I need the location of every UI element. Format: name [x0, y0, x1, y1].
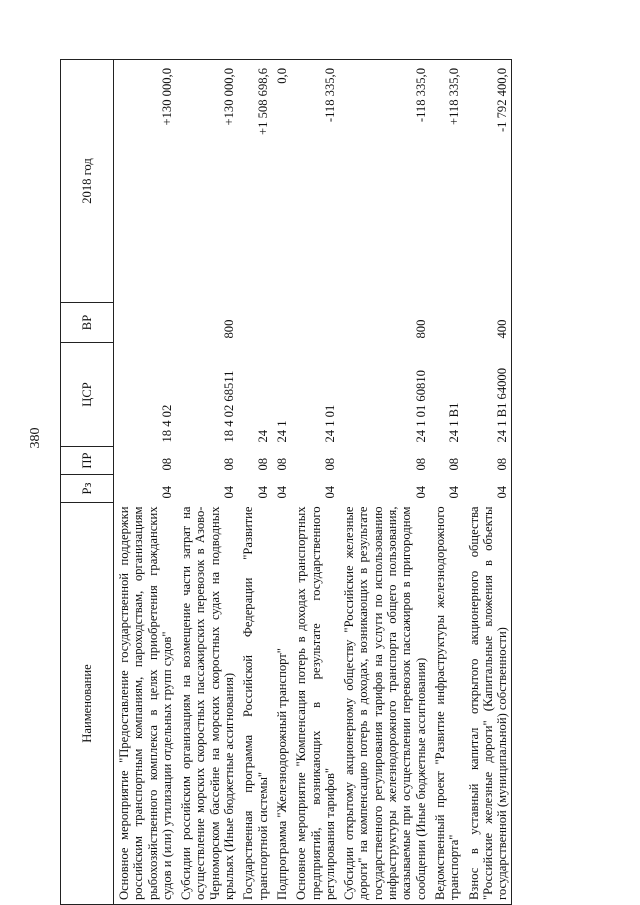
row-amount: -118 335,0	[291, 60, 339, 303]
row-csr: 24 1 B1	[447, 402, 462, 443]
row-pr: 08	[464, 447, 512, 475]
row-rz: 04	[447, 485, 462, 499]
rotated-page-content	[60, 60, 640, 905]
header-rz: Рз	[61, 475, 114, 503]
row-name: Субсидии открытому акционерному обществу "Российские железные дороги" на компенсацию потерь в доходах, возникающих в результате государственного регулирования тарифов на услуги по использованию инфраструктуры железнодорожного транспорта общего пользования, оказываемые при осуществлении перевозок пассажиров в пригородном сообщении (Иные бюджетные ассигнования)	[339, 503, 430, 905]
row-amount: +130 000,0	[176, 60, 238, 303]
row-rz: 04	[413, 485, 428, 499]
row-name: Государственная программа Российской Федерации "Развитие транспортной системы"	[238, 503, 272, 905]
row-amount: 0,0	[272, 60, 291, 303]
row-vr: 400	[464, 303, 512, 343]
row-vr: 800	[413, 319, 428, 339]
table-row	[114, 60, 177, 905]
header-year: 2018 год	[61, 60, 114, 303]
row-pr: 08	[413, 457, 428, 471]
row-vr	[430, 303, 464, 343]
row-pr: 08	[255, 457, 270, 471]
table-row	[430, 60, 464, 905]
row-rz: 04	[322, 485, 337, 499]
table-row	[176, 60, 238, 905]
row-amount: -118 335,0	[339, 60, 430, 303]
row-vr	[238, 303, 272, 343]
row-csr: 18 4 02	[159, 404, 174, 443]
row-rz: 04	[222, 485, 237, 499]
table-row	[238, 60, 272, 905]
row-name: Основное мероприятие "Компенсация потерь в доходах транспортных предприятий, возникающих в результате государственного регулирования тарифов"	[291, 503, 339, 905]
row-pr: 08	[159, 457, 174, 471]
row-vr: 800	[222, 319, 237, 339]
row-csr: 24 1 B1 64000	[464, 343, 512, 447]
row-csr: 24 1	[274, 420, 289, 443]
header-row	[61, 60, 114, 905]
header-name: Наименование	[61, 503, 114, 905]
row-pr: 08	[447, 457, 462, 471]
row-amount: +118 335,0	[430, 60, 464, 303]
row-pr: 08	[322, 457, 337, 471]
table-row	[339, 60, 430, 905]
page-number: 380	[28, 427, 43, 449]
row-pr: 08	[222, 457, 237, 471]
row-csr: 18 4 02 68511	[222, 370, 237, 443]
row-name: Основное мероприятие "Предоставление государственной поддержки российским транспортным компаниям, пароходствам, организациям рыбохозяйственного комплекса в целях приобретения гражданских судов и (или) утилизации отдельных групп судов"	[114, 503, 177, 905]
row-rz: 04	[274, 485, 289, 499]
row-name: Субсидии российским организациям на возмещение части затрат на осуществление морских скоростных пассажирских перевозок в Азово-Черноморском бассейне на морских скоростных судах на подводных крыльях (Иные бюджетные ассигнования)	[176, 503, 238, 905]
row-csr: 24 1 01 60810	[413, 370, 428, 443]
row-csr: 24	[255, 429, 270, 443]
row-vr	[291, 303, 339, 343]
row-pr: 08	[274, 457, 289, 471]
budget-table	[60, 59, 512, 905]
table-row	[291, 60, 339, 905]
header-vr: ВР	[61, 303, 114, 343]
row-amount: +130 000,0	[114, 60, 177, 303]
row-amount: +1 508 698,6	[238, 60, 272, 303]
row-name: Подпрограмма "Железнодорожный транспорт"	[272, 503, 291, 905]
row-name: Ведомственный проект "Развитие инфраструктуры железнодорожного транспорта"	[430, 503, 464, 905]
row-name: Взнос в уставный капитал открытого акционерного общества "Российские железные дороги" (Капитальные вложения в объекты государственной (муниципальной) собственности)	[464, 503, 512, 905]
header-pr: ПР	[61, 447, 114, 475]
table-row	[272, 60, 291, 905]
table-row	[464, 60, 512, 905]
header-csr: ЦСР	[61, 343, 114, 447]
row-csr: 24 1 01	[322, 404, 337, 443]
row-vr	[272, 303, 291, 343]
table-body	[114, 60, 512, 905]
row-rz: 04	[464, 475, 512, 503]
row-amount: -1 792 400,0	[464, 60, 512, 303]
row-rz: 04	[255, 485, 270, 499]
row-rz: 04	[159, 485, 174, 499]
row-vr	[114, 303, 177, 343]
